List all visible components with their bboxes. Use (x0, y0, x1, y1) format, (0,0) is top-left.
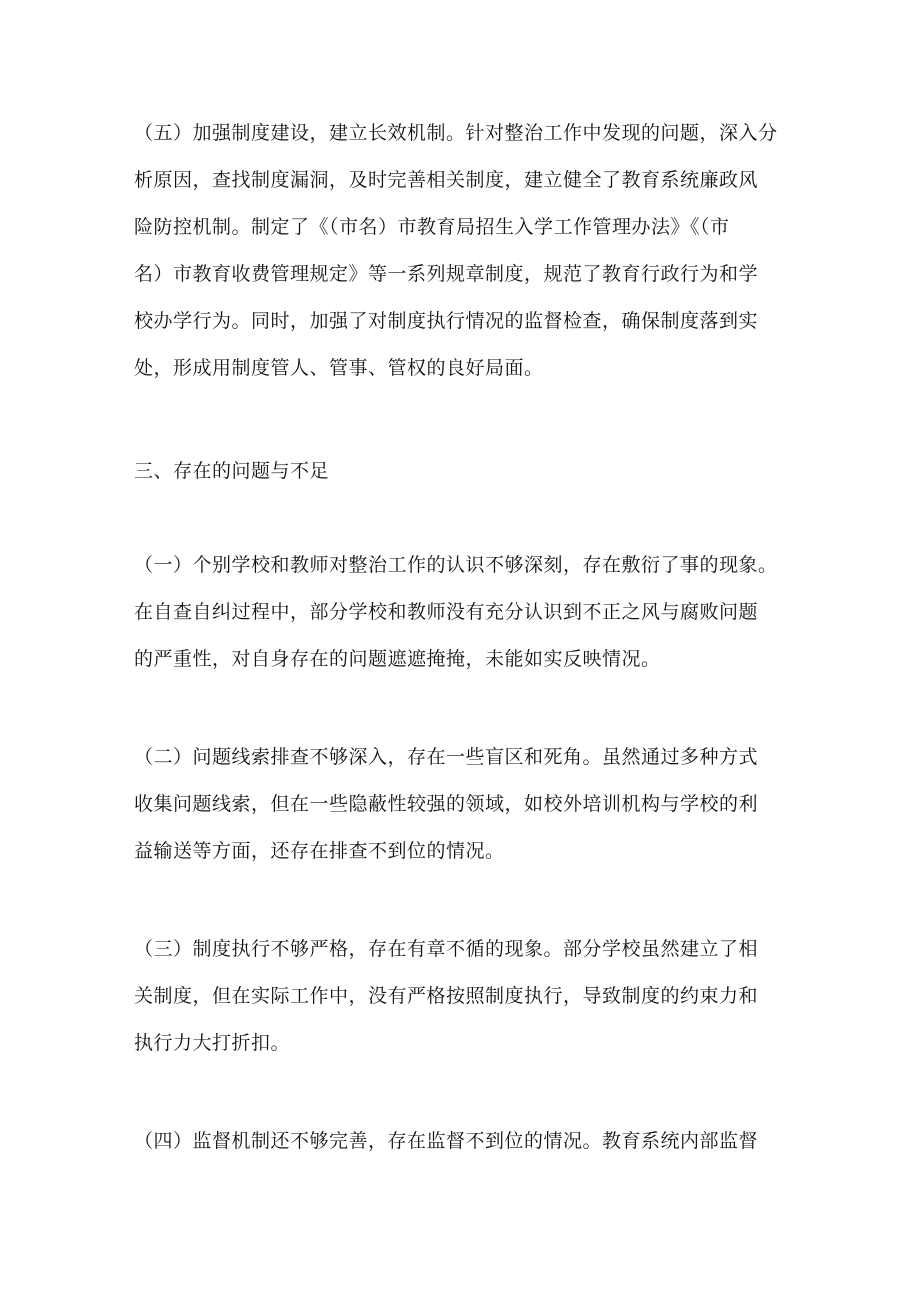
text-line: （一）个别学校和教师对整治工作的认识不够深刻，存在敷衍了事的现象。 (134, 554, 778, 576)
section-heading-problems: 三、存在的问题与不足 (134, 460, 330, 482)
text-line: 处，形成用制度管人、管事、管权的良好局面。 (134, 357, 544, 379)
text-line: 在自查自纠过程中，部分学校和教师没有充分认识到不正之风与腐败问题 (134, 601, 759, 623)
text-line: （三）制度执行不够严格，存在有章不循的现象。部分学校虽然建立了相 (134, 938, 759, 960)
paragraph-problem-3 (134, 926, 794, 1067)
text-line: 执行力大打折扣。 (134, 1032, 291, 1054)
text-line: 收集问题线索，但在一些隐蔽性较强的领域，如校外培训机构与学校的利 (134, 793, 759, 815)
text-line: 校办学行为。同时，加强了对制度执行情况的监督检查，确保制度落到实 (134, 310, 759, 332)
paragraph-problem-1 (134, 542, 794, 683)
text-line: （五）加强制度建设，建立长效机制。针对整治工作中发现的问题，深入分 (134, 122, 778, 144)
text-line: 益输送等方面，还存在排查不到位的情况。 (134, 840, 505, 862)
text-line: 险防控机制。制定了《（市名）市教育局招生入学工作管理办法》《（市 (134, 216, 730, 238)
text-line: （四）监督机制还不够完善，存在监督不到位的情况。教育系统内部监督 (134, 1130, 759, 1152)
paragraph-problem-4 (134, 1118, 794, 1165)
paragraph-strengthen-system (134, 110, 794, 392)
text-line: 关制度，但在实际工作中，没有严格按照制度执行，导致制度的约束力和 (134, 985, 759, 1007)
text-line: （二）问题线索排查不够深入，存在一些盲区和死角。虽然通过多种方式 (134, 746, 759, 768)
text-line: 的严重性，对自身存在的问题遮遮掩掩，未能如实反映情况。 (134, 648, 661, 670)
text-line: 名）市教育收费管理规定》等一系列规章制度，规范了教育行政行为和学 (134, 263, 759, 285)
paragraph-problem-2 (134, 734, 794, 875)
text-line: 析原因，查找制度漏洞，及时完善相关制度，建立健全了教育系统廉政风 (134, 169, 759, 191)
